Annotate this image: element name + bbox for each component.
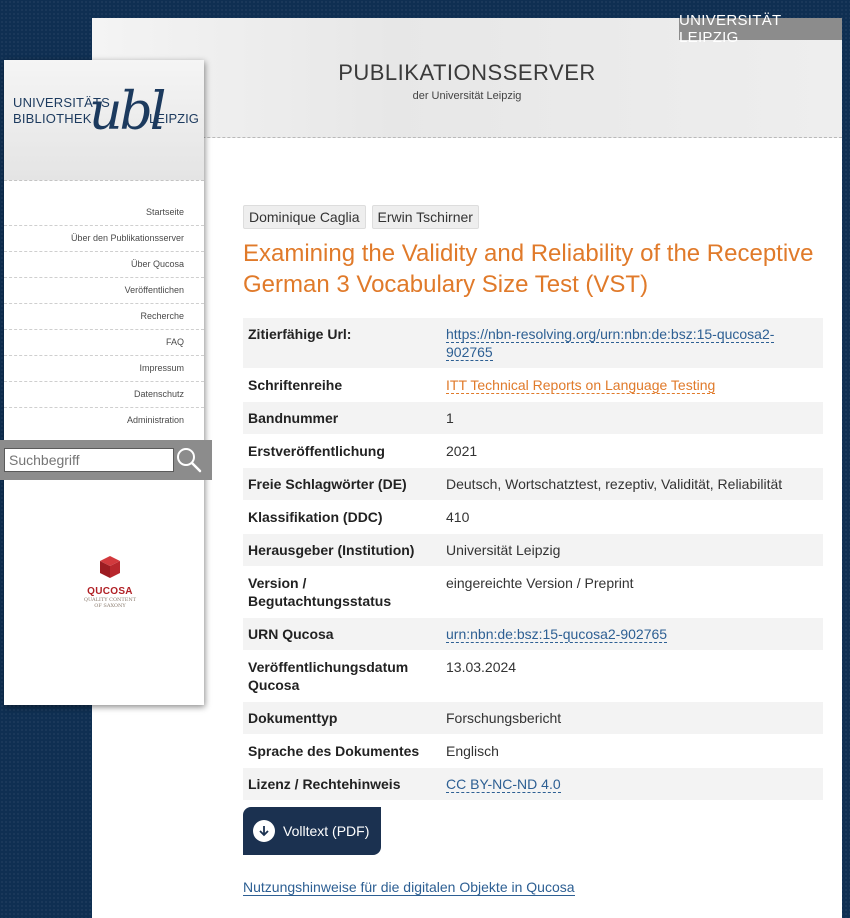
- metadata-row: [243, 369, 823, 402]
- metadata-link[interactable]: https://nbn-resolving.org/urn:nbn:de:bsz:15-qucosa2-902765: [446, 326, 775, 360]
- metadata-value: Forschungsbericht: [446, 710, 562, 726]
- metadata-row: [243, 567, 823, 618]
- qucosa-tagline-2: OF SAXONY: [94, 603, 126, 609]
- download-icon: [253, 820, 275, 842]
- metadata-value: 1: [446, 410, 454, 426]
- header-banner: [92, 12, 842, 138]
- download-label: Volltext (PDF): [283, 823, 370, 839]
- metadata-value: 13.03.2024: [446, 659, 517, 675]
- metadata-row: [243, 534, 823, 567]
- metadata-key: Lizenz / Rechtehinweis: [248, 776, 401, 792]
- metadata-key: Herausgeber (Institution): [248, 542, 415, 558]
- metadata-link[interactable]: ITT Technical Reports on Language Testing: [446, 377, 716, 393]
- sidebar-item-startseite[interactable]: Startseite: [4, 200, 204, 226]
- metadata-key: Dokumenttyp: [248, 710, 338, 726]
- metadata-key: Version / Begutachtungsstatus: [248, 575, 392, 609]
- usage-notes-link[interactable]: Nutzungshinweise für die digitalen Objekte in Qucosa: [243, 879, 575, 895]
- metadata-link[interactable]: CC BY-NC-ND 4.0: [446, 776, 561, 792]
- metadata-link[interactable]: urn:nbn:de:bsz:15-qucosa2-902765: [446, 626, 668, 642]
- metadata-value: 410: [446, 509, 470, 525]
- sidebar-item-datenschutz[interactable]: Datenschutz: [4, 382, 204, 408]
- metadata-row: [243, 468, 823, 501]
- metadata-key: Klassifikation (DDC): [248, 509, 383, 525]
- ubl-logo[interactable]: [4, 60, 204, 181]
- metadata-value: [441, 768, 823, 801]
- sidebar-item-ueber-publikationsserver[interactable]: Über den Publikationsserver: [4, 226, 204, 252]
- metadata-value: [441, 618, 823, 651]
- metadata-row: [243, 618, 823, 651]
- download-fulltext-button[interactable]: [243, 807, 381, 855]
- metadata-value: Universität Leipzig: [446, 542, 561, 558]
- metadata-row: [243, 402, 823, 435]
- sidebar-item-veroeffentlichen[interactable]: Veröffentlichen: [4, 278, 204, 304]
- logo-mark: ubl: [89, 82, 164, 142]
- sidebar-item-faq[interactable]: FAQ: [4, 330, 204, 356]
- metadata-row: [243, 318, 823, 369]
- sidebar-nav: [4, 200, 204, 433]
- metadata-key: Veröffentlichungsdatum Qucosa: [248, 659, 409, 693]
- metadata-row: [243, 651, 823, 702]
- metadata-key: URN Qucosa: [248, 626, 334, 642]
- metadata-row: [243, 501, 823, 534]
- metadata-value: [441, 369, 823, 402]
- metadata-row: [243, 735, 823, 768]
- metadata-key: Sprache des Dokumentes: [248, 743, 420, 759]
- logo-city: LEIPZIG: [149, 111, 199, 126]
- search-icon: [175, 446, 203, 474]
- metadata-row: [243, 435, 823, 468]
- metadata-key: Erstveröffentlichung: [248, 443, 385, 459]
- sidebar-item-ueber-qucosa[interactable]: Über Qucosa: [4, 252, 204, 278]
- sidebar-item-impressum[interactable]: Impressum: [4, 356, 204, 382]
- page-title: PUBLIKATIONSSERVER: [338, 60, 596, 85]
- qucosa-tagline-1: QUALITY CONTENT: [83, 597, 137, 603]
- sidebar-item-recherche[interactable]: Recherche: [4, 304, 204, 330]
- metadata-key: Freie Schlagwörter (DE): [248, 476, 407, 492]
- metadata-row: [243, 702, 823, 735]
- sidebar-item-administration[interactable]: Administration: [126, 415, 184, 425]
- author-list: [243, 205, 479, 229]
- page-subtitle: der Universität Leipzig: [412, 90, 522, 102]
- metadata-value: eingereichte Version / Preprint: [446, 575, 634, 591]
- sidebar: [4, 60, 204, 705]
- qucosa-wordmark: QUCOSA: [87, 586, 133, 597]
- search-button[interactable]: [175, 446, 203, 474]
- metadata-row: [243, 768, 823, 801]
- search-bar: [0, 440, 212, 480]
- author-tag[interactable]: Dominique Caglia: [243, 205, 366, 229]
- metadata-value: 2021: [446, 443, 478, 459]
- metadata-table: [243, 318, 823, 801]
- document-title: Examining the Validity and Reliability of the Receptive German 3 Vocabulary Size Test (VST): [243, 240, 814, 298]
- qucosa-cube-icon: [99, 555, 121, 579]
- metadata-value: Englisch: [446, 743, 499, 759]
- qucosa-logo[interactable]: [80, 555, 140, 609]
- search-input[interactable]: [4, 448, 174, 472]
- author-tag[interactable]: Erwin Tschirner: [372, 205, 479, 229]
- metadata-key: Zitierfähige Url:: [248, 326, 352, 342]
- logo-text: UNIVERSITÄTS BIBLIOTHEK: [13, 95, 111, 126]
- metadata-key: Bandnummer: [248, 410, 339, 426]
- metadata-key: Schriftenreihe: [248, 377, 343, 393]
- metadata-value: Deutsch, Wortschatztest, rezeptiv, Validität, Reliabilität: [446, 476, 783, 492]
- metadata-value: [441, 318, 823, 369]
- university-tag[interactable]: UNIVERSITÄT LEIPZIG: [679, 18, 842, 40]
